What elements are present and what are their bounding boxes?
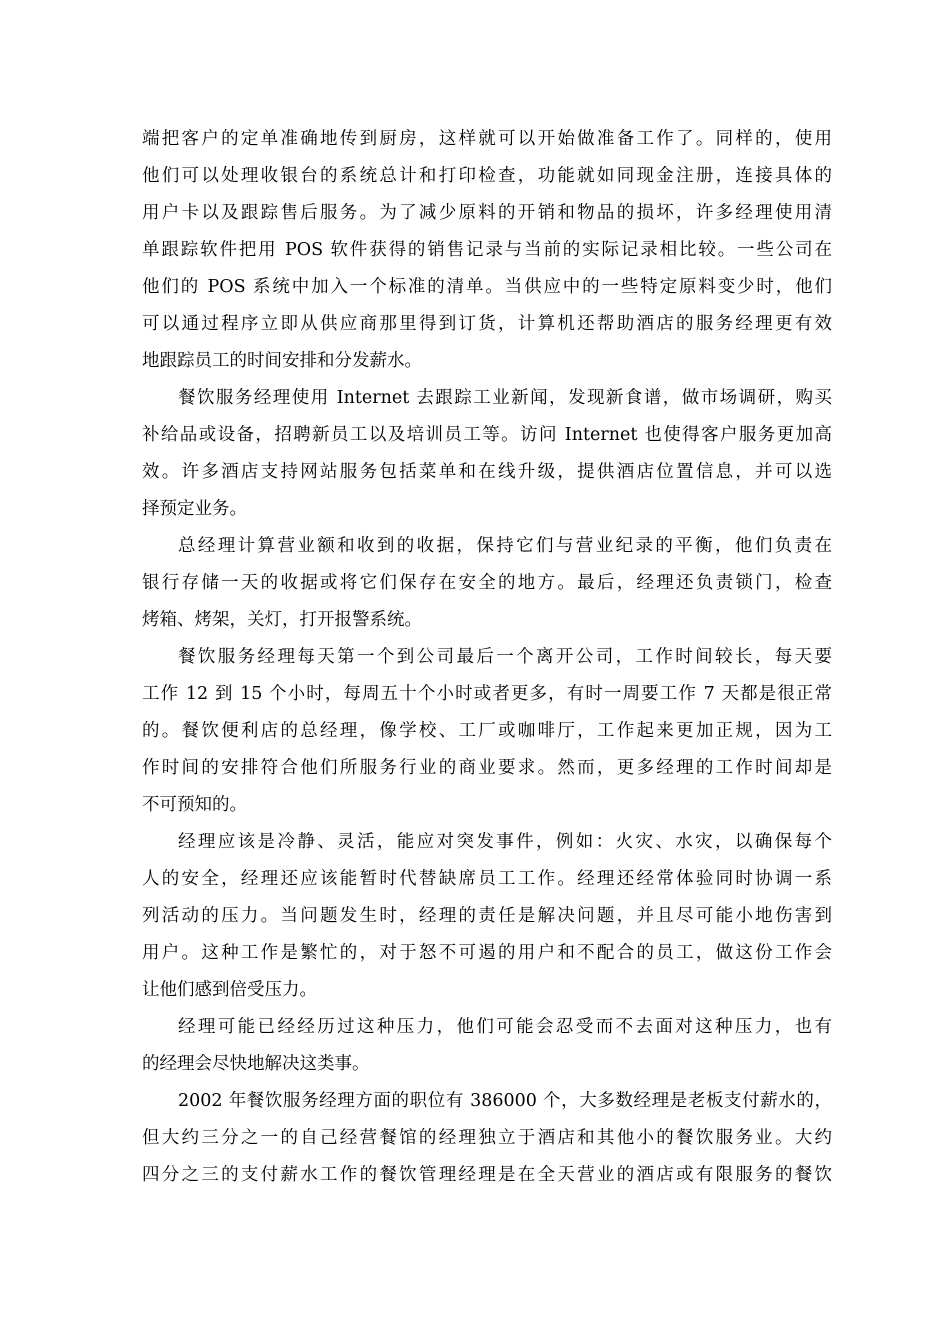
paragraph	[142, 824, 832, 1009]
document-body	[142, 121, 832, 1194]
text-line: 他们的 POS 系统中加入一个标准的清单。当供应中的一些特定原料变少时，他们	[142, 277, 832, 297]
text-line: 地跟踪员工的时间安排和分发薪水。	[142, 351, 422, 371]
text-line: 端把客户的定单准确地传到厨房，这样就可以开始做准备工作了。同样的，使用	[142, 129, 832, 149]
text-line: 补给品或设备，招聘新员工以及培训员工等。访问 Internet 也使得客户服务更加高	[142, 425, 832, 445]
text-line: 餐饮服务经理每天第一个到公司最后一个离开公司，工作时间较长，每天要	[178, 647, 832, 667]
text-line: 烤箱、烤架，关灯，打开报警系统。	[142, 610, 422, 630]
text-line: 总经理计算营业额和收到的收据，保持它们与营业纪录的平衡，他们负责在	[178, 536, 832, 556]
text-line: 人的安全，经理还应该能暂时代替缺席员工工作。经理还经常体验同时协调一系	[142, 869, 832, 889]
text-line: 用户卡以及跟踪售后服务。为了减少原料的开销和物品的损坏，许多经理使用清	[142, 203, 832, 223]
text-line: 他们可以处理收银台的系统总计和打印检查，功能就如同现金注册，连接具体的	[142, 166, 832, 186]
text-line: 四分之三的支付薪水工作的餐饮管理经理是在全天营业的酒店或有限服务的餐饮	[142, 1165, 832, 1185]
text-line: 可以通过程序立即从供应商那里得到订货，计算机还帮助酒店的服务经理更有效	[142, 314, 832, 334]
text-line: 列活动的压力。当问题发生时，经理的责任是解决问题，并且尽可能小地伤害到	[142, 906, 832, 926]
text-line: 效。许多酒店支持网站服务包括菜单和在线升级，提供酒店位置信息，并可以选	[142, 462, 832, 482]
text-line: 银行存储一天的收据或将它们保存在安全的地方。最后，经理还负责锁门，检查	[142, 573, 832, 593]
paragraph	[142, 528, 832, 639]
text-line: 但大约三分之一的自己经营餐馆的经理独立于酒店和其他小的餐饮服务业。大约	[142, 1128, 832, 1148]
text-line: 2002 年餐饮服务经理方面的职位有 386000 个，大多数经理是老板支付薪水的，	[178, 1091, 832, 1111]
text-line: 单跟踪软件把用 POS 软件获得的销售记录与当前的实际记录相比较。一些公司在	[142, 240, 832, 260]
text-line: 用户。这种工作是繁忙的，对于怒不可遏的用户和不配合的员工，做这份工作会	[142, 943, 832, 963]
text-line: 择预定业务。	[142, 499, 247, 519]
text-line: 不可预知的。	[142, 795, 247, 815]
text-line: 让他们感到倍受压力。	[142, 980, 317, 1000]
paragraph	[142, 380, 832, 528]
paragraph	[142, 121, 832, 380]
paragraph	[142, 639, 832, 824]
text-line: 经理应该是冷静、灵活，能应对突发事件，例如：火灾、水灾，以确保每个	[178, 832, 832, 852]
text-line: 作时间的安排符合他们所服务行业的商业要求。然而，更多经理的工作时间却是	[142, 758, 832, 778]
text-line: 工作 12 到 15 个小时，每周五十个小时或者更多，有时一周要工作 7 天都是很正常	[142, 684, 832, 704]
paragraph	[142, 1009, 832, 1083]
text-line: 经理可能已经经历过这种压力，他们可能会忍受而不去面对这种压力，也有	[178, 1017, 832, 1037]
text-line: 餐饮服务经理使用 Internet 去跟踪工业新闻，发现新食谱，做市场调研，购买	[178, 388, 832, 408]
paragraph	[142, 1083, 832, 1194]
text-line: 的。餐饮便利店的总经理，像学校、工厂或咖啡厅，工作起来更加正规，因为工	[142, 721, 832, 741]
text-line: 的经理会尽快地解决这类事。	[142, 1054, 370, 1074]
